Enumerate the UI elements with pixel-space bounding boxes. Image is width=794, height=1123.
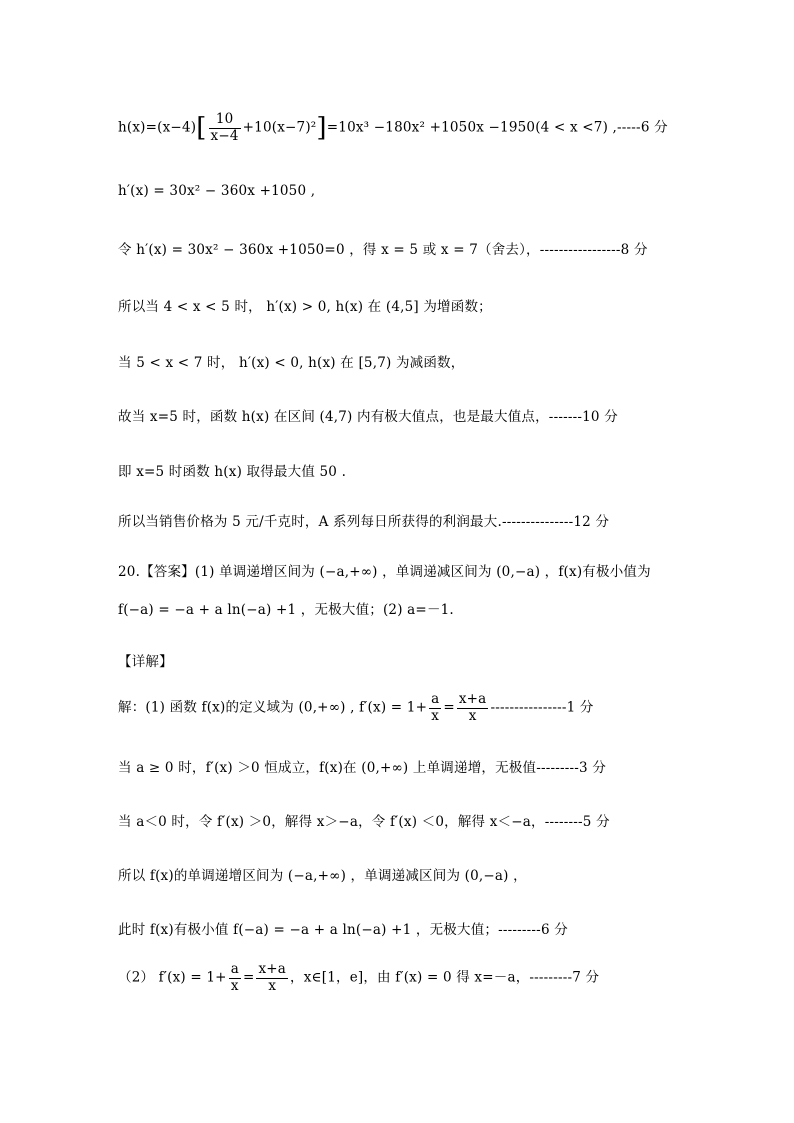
fraction-denominator: x−4 — [210, 127, 239, 144]
formula-part: ----------------1 分 — [490, 699, 594, 716]
formula-part: （2） f′(x) = 1+ — [118, 969, 227, 986]
line-domain-derivative — [118, 692, 594, 724]
fraction-denominator: x — [230, 977, 239, 994]
fraction — [457, 692, 489, 724]
line-max-value: 即 x=5 时函数 h(x) 取得最大值 50 . — [118, 464, 347, 480]
line-answer-20-cont: f(−a) = −a + a ln(−a) +1 ，无极大值；(2) a=－1. — [118, 602, 454, 618]
equals-sign: = — [242, 969, 255, 986]
line-max-point: 故当 x=5 时，函数 h(x) 在区间 (4,7) 内有极大值点，也是最大值点，-------10 分 — [118, 409, 618, 425]
formula-part: +10(x−7)² — [242, 119, 317, 136]
fraction — [429, 692, 441, 724]
right-bracket: ] — [316, 113, 327, 144]
fraction-numerator: a — [431, 691, 440, 707]
section-heading-detail: 【详解】 — [118, 654, 173, 670]
line-derivative: h′(x) = 30x² − 360x +1050 , — [118, 183, 316, 199]
line-solve-zero: 令 h′(x) = 30x² − 360x +1050=0 ，得 x = 5 或 x = 7（舍去），-----------------8 分 — [118, 242, 648, 258]
fraction-numerator: 10 — [209, 112, 241, 129]
fraction — [229, 962, 241, 994]
fraction — [256, 962, 288, 994]
fraction-denominator: x — [468, 707, 477, 724]
line-intervals: 所以 f(x)的单调递增区间为 (−a,+∞) ，单调递减区间为 (0,−a) ， — [118, 868, 527, 884]
fraction-denominator: x — [431, 707, 440, 724]
line-conclusion: 所以当销售价格为 5 元/千克时，A 系列每日所获得的利润最大.---------------12 分 — [118, 514, 610, 530]
line-min-value: 此时 f(x)有极小值 f(−a) = −a + a ln(−a) +1 ，无极大值；---------6 分 — [118, 922, 568, 938]
formula-part: 解：(1) 函数 f(x)的定义域为 (0,+∞) , f′(x) = 1+ — [118, 699, 428, 716]
fraction-numerator: x+a — [258, 961, 287, 977]
formula-part: ，x∈[1，e]，由 f′(x) = 0 得 x=－a，---------7 分 — [290, 969, 600, 986]
formula-part: h(x)=(x−4) — [118, 119, 197, 136]
fraction-denominator: x — [268, 977, 277, 994]
line-h-definition — [118, 112, 668, 144]
line-answer-20: 20.【答案】(1) 单调递增区间为 (−a,+∞) ，单调递减区间为 (0,−a) ，f(x)有极小值为 — [118, 564, 651, 580]
formula-part: =10x³ −180x² +1050x −1950(4 < x <7) ,-----6 分 — [326, 119, 668, 136]
fraction — [209, 112, 241, 144]
line-increasing: 所以当 4 < x < 5 时， h′(x) > 0, h(x) 在 (4,5] 为增函数； — [118, 299, 492, 315]
line-part2 — [118, 962, 599, 994]
fraction-numerator: a — [230, 961, 239, 977]
line-decreasing: 当 5 < x < 7 时， h′(x) < 0, h(x) 在 [5,7) 为减函数， — [118, 355, 465, 371]
line-case-neg: 当 a＜0 时，令 f′(x) ＞0，解得 x＞−a，令 f′(x) ＜0，解得 x＜−a，--------5 分 — [118, 814, 610, 830]
line-case-nonneg: 当 a ≥ 0 时，f′(x) ＞0 恒成立，f(x)在 (0,+∞) 上单调递增，无极值---------3 分 — [118, 760, 607, 776]
fraction-numerator: x+a — [458, 691, 487, 707]
equals-sign: = — [443, 699, 455, 716]
left-bracket: [ — [196, 113, 207, 144]
